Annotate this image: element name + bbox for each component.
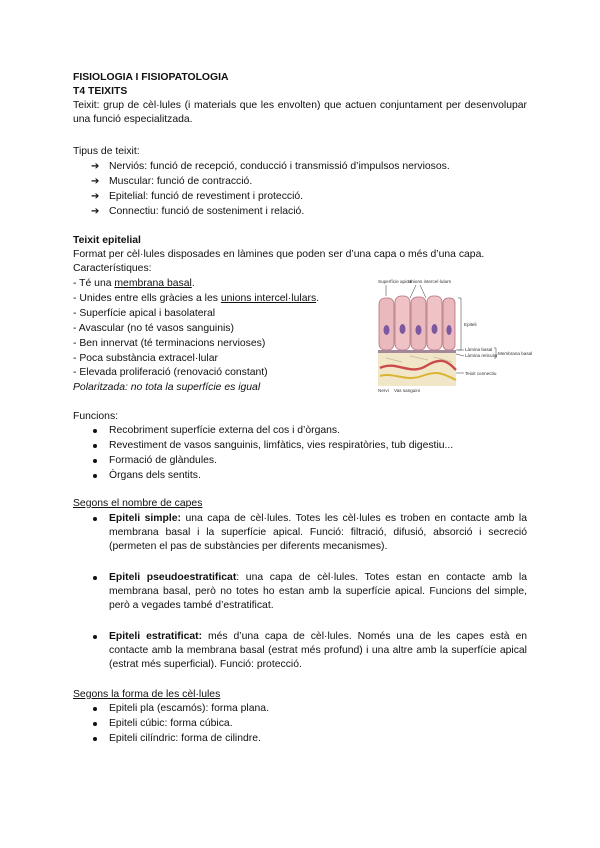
basal-membrane-term: membrana basal xyxy=(114,278,192,289)
characteristic-basal-membrane xyxy=(73,277,195,291)
epithelial-intro: Format per cèl·lules disposades en làmines que poden ser d’una capa o més d’una capa. xyxy=(73,249,485,260)
figure-label-junctions: Unions intercel·lulars xyxy=(408,279,451,284)
bullet-icon xyxy=(93,517,97,521)
figure-label-basal-lamina: Làmina basal xyxy=(465,347,493,352)
course-title: FISIOLOGIA I FISIOPATOLOGIA xyxy=(73,72,229,83)
function-item: Òrgans dels sentits. xyxy=(109,470,201,481)
figure-label-vessel: Vas sanguini xyxy=(394,388,420,393)
bullet-icon xyxy=(93,474,97,478)
arrow-bullet-icon: ➔ xyxy=(91,161,100,172)
bullet-icon xyxy=(93,707,97,711)
bullet-icon xyxy=(93,444,97,448)
bullet-icon xyxy=(93,722,97,726)
function-item: Revestiment de vasos sanguinis, limfàtics, vies respiratòries, tub digestiu... xyxy=(109,440,454,451)
function-item: Formació de glàndules. xyxy=(109,455,218,466)
bullet-icon xyxy=(93,635,97,639)
basement-membrane xyxy=(378,350,456,353)
stratified-epithelium-item xyxy=(109,630,527,672)
characteristic-item: - Poca substància extracel·lular xyxy=(73,353,218,364)
char-text: . xyxy=(191,278,195,289)
functions-heading: Funcions: xyxy=(73,411,119,422)
characteristic-junctions xyxy=(73,292,319,306)
bullet-icon xyxy=(93,459,97,463)
polarity-note: Polaritzada: no tota la superfície es igual xyxy=(73,382,261,393)
char-text: - Té una xyxy=(73,278,115,289)
figure-label-nerve: Nervi xyxy=(378,388,389,393)
arrow-bullet-icon: ➔ xyxy=(91,206,100,217)
shape-item: Epiteli cilíndric: forma de cilindre. xyxy=(109,733,261,744)
characteristic-item: - Ben innervat (té terminacions nervioses) xyxy=(73,338,266,349)
figure-label-reticular-lamina: Làmina reticular xyxy=(465,353,498,358)
type-item-muscular: Muscular: funció de contracció. xyxy=(109,176,253,187)
type-item-nervous: Nerviós: funció de recepció, conducció i transmissió d’impulsos nerviosos. xyxy=(109,161,450,172)
pseudostratified-epithelium-item xyxy=(109,571,527,613)
stratified-text: més d’una capa de cèl·lules. Només una de les capes està en contacte amb la membrana basal (estrat més profund) i una altre amb la superfície apical (estrat més superficial). Funció: protecció. xyxy=(109,631,528,670)
arrow-bullet-icon: ➔ xyxy=(91,191,100,202)
pseudostratified-term: Epiteli pseudoestratificat xyxy=(109,572,237,583)
characteristic-item: - Avascular (no té vasos sanguinis) xyxy=(73,323,234,334)
types-heading: Tipus de teixit: xyxy=(73,146,140,157)
shape-item: Epiteli pla (escamós): forma plana. xyxy=(109,703,269,714)
figure-label-connective: Teixit connectiu xyxy=(465,371,497,376)
characteristic-item: - Superfície apical i basolateral xyxy=(73,308,216,319)
simple-epithelium-term: Epiteli simple: xyxy=(109,513,182,524)
characteristic-item: - Elevada proliferació (renovació constant) xyxy=(73,367,268,378)
bullet-icon xyxy=(93,576,97,580)
bullet-icon xyxy=(93,737,97,741)
topic-title: T4 TEIXITS xyxy=(73,86,128,97)
function-item: Recobriment superfície externa del cos i d’òrgans. xyxy=(109,425,341,436)
epithelial-heading: Teixit epitelial xyxy=(73,235,141,246)
bullet-icon xyxy=(93,429,97,433)
simple-epithelium-item xyxy=(109,512,527,554)
characteristics-heading: Característiques: xyxy=(73,263,152,274)
char-text: . xyxy=(316,293,320,304)
stratified-term: Epiteli estratificat: xyxy=(109,631,203,642)
shapes-heading: Segons la forma de les cèl·lules xyxy=(73,689,221,700)
type-item-connective: Connectiu: funció de sosteniment i relació. xyxy=(109,206,305,217)
epithelium-figure xyxy=(376,276,533,394)
figure-label-apical: Superfície apical xyxy=(378,279,412,284)
definition-paragraph: Teixit: grup de cèl·lules (i materials que les envolten) que actuen conjuntament per desenvolupar una funció especialitzada. xyxy=(73,100,527,125)
figure-label-epithelium: Epiteli xyxy=(464,322,477,327)
epithelium-diagram xyxy=(376,276,533,394)
figure-label-basement-membrane: Membrana basal xyxy=(498,351,533,356)
epithelial-cells xyxy=(379,296,455,350)
junctions-term: unions intercel·lulars xyxy=(220,293,317,304)
simple-epithelium-text: una capa de cèl·lules. Totes les cèl·lules es troben en contacte amb la membrana basal i la superfície apical. Funció: filtració, difusió, absorció i secreció (permeten el pas de substàncies per diferents mecanismes). xyxy=(109,513,527,552)
arrow-bullet-icon: ➔ xyxy=(91,176,100,187)
layers-heading: Segons el nombre de capes xyxy=(73,498,203,509)
pseudostratified-text: : una capa de cèl·lules. Totes estan en contacte amb la membrana basal, però no totes ho estan amb la superfície apical. Funcions del simple, però a vegades també d’estratificat. xyxy=(109,572,527,611)
shape-item: Epiteli cúbic: forma cúbica. xyxy=(109,718,233,729)
char-text: - Unides entre ells gràcies a les xyxy=(73,293,221,304)
type-item-epithelial: Epitelial: funció de revestiment i protecció. xyxy=(109,191,304,202)
